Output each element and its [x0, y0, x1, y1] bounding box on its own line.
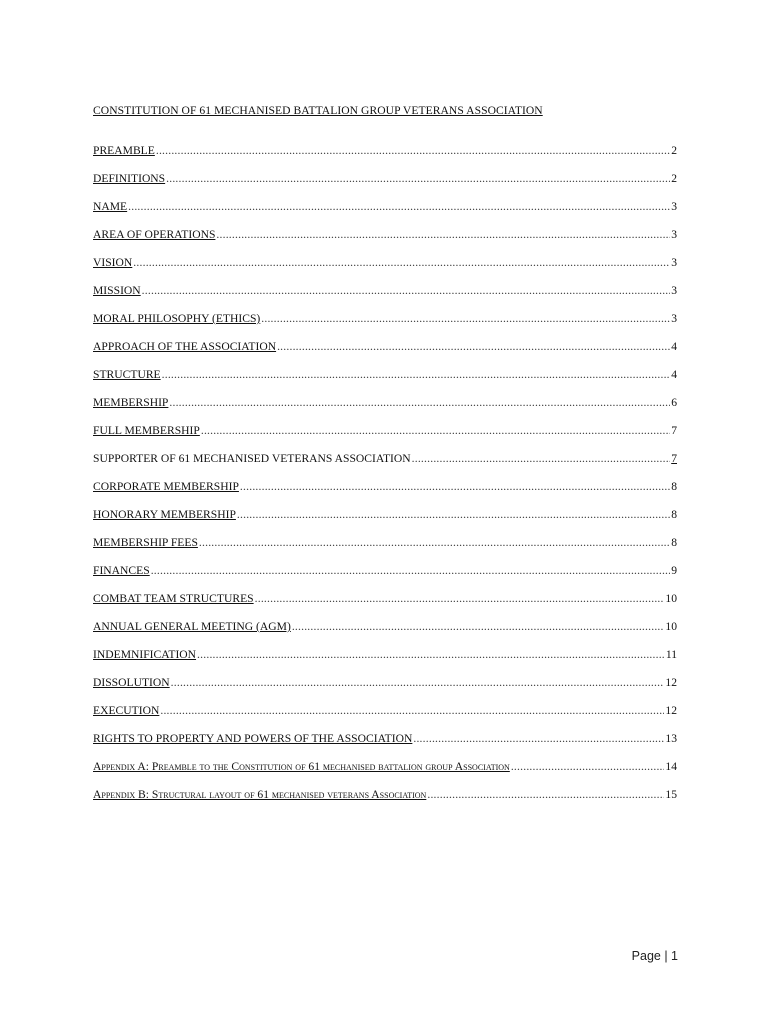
toc-entry-label[interactable]: MISSION	[93, 284, 141, 297]
toc-page-number: 3	[671, 284, 677, 297]
toc-entry-label[interactable]: Appendix B: Structural layout of 61 mechanised veterans Association	[93, 788, 427, 801]
toc-page-number: 11	[665, 648, 677, 661]
toc-entry-label[interactable]: Appendix A: Preamble to the Constitution of 61 mechanised battalion group Association	[93, 760, 510, 773]
dot-leader	[255, 592, 665, 605]
toc-entry-label[interactable]: INDEMNIFICATION	[93, 648, 197, 661]
toc-entry-name[interactable]	[93, 200, 677, 228]
toc-page-number: 15	[665, 788, 677, 801]
dot-leader	[197, 648, 665, 661]
toc-entry-label[interactable]: CORPORATE MEMBERSHIP	[93, 480, 239, 493]
toc-entry-combat-team-structures[interactable]	[93, 592, 677, 620]
toc-page-number: 10	[665, 592, 677, 605]
toc-page-number: 6	[671, 396, 677, 409]
dot-leader	[151, 564, 671, 577]
toc-entry-label[interactable]: ANNUAL GENERAL MEETING (AGM)	[93, 620, 291, 633]
dot-leader	[261, 312, 670, 325]
toc-entry-label[interactable]: VISION	[93, 256, 133, 269]
dot-leader	[292, 620, 665, 633]
toc-entry-label[interactable]: HONORARY MEMBERSHIP	[93, 508, 236, 521]
toc-page-number: 8	[671, 480, 677, 493]
dot-leader	[216, 228, 670, 241]
dot-leader	[171, 676, 665, 689]
dot-leader	[142, 284, 671, 297]
toc-entry-dissolution[interactable]	[93, 676, 677, 704]
page-number-footer: Page | 1	[631, 949, 678, 963]
toc-page-number: 13	[665, 732, 677, 745]
toc-entry-label[interactable]: DISSOLUTION	[93, 676, 170, 689]
toc-entry-moral-philosophy[interactable]	[93, 312, 677, 340]
toc-entry-honorary-membership[interactable]	[93, 508, 677, 536]
dot-leader	[162, 368, 671, 381]
dot-leader	[511, 760, 665, 773]
dot-leader	[240, 480, 670, 493]
dot-leader	[412, 452, 671, 465]
toc-entry-label[interactable]: FINANCES	[93, 564, 150, 577]
toc-page-number: 3	[671, 256, 677, 269]
toc-page-number: 7	[671, 452, 677, 465]
toc-entry-label[interactable]: FULL MEMBERSHIP	[93, 424, 200, 437]
dot-leader	[166, 172, 670, 185]
toc-entry-area-of-operations[interactable]	[93, 228, 677, 256]
toc-page-number: 12	[665, 676, 677, 689]
dot-leader	[160, 704, 664, 717]
dot-leader	[201, 424, 670, 437]
toc-page-number: 8	[671, 508, 677, 521]
dot-leader	[169, 396, 670, 409]
toc-page-number: 2	[671, 172, 677, 185]
document-title: CONSTITUTION OF 61 MECHANISED BATTALION GROUP VETERANS ASSOCIATION	[93, 104, 543, 117]
toc-entry-vision[interactable]	[93, 256, 677, 284]
toc-page-number: 4	[671, 368, 677, 381]
toc-page-number: 8	[671, 536, 677, 549]
toc-entry-label[interactable]: MEMBERSHIP	[93, 396, 169, 409]
toc-entry-corporate-membership[interactable]	[93, 480, 677, 508]
dot-leader	[427, 788, 664, 801]
toc-page-number: 2	[671, 144, 677, 157]
dot-leader	[413, 732, 664, 745]
toc-entry-label[interactable]: EXECUTION	[93, 704, 160, 717]
dot-leader	[133, 256, 670, 269]
toc-entry-label[interactable]: APPROACH OF THE ASSOCIATION	[93, 340, 277, 353]
toc-entry-membership-fees[interactable]	[93, 536, 677, 564]
toc-page-number: 10	[665, 620, 677, 633]
toc-entry-label[interactable]: STRUCTURE	[93, 368, 161, 381]
toc-page-number: 7	[671, 424, 677, 437]
toc-page-number: 4	[671, 340, 677, 353]
toc-entry-agm[interactable]	[93, 620, 677, 648]
toc-page-number: 9	[671, 564, 677, 577]
toc-entry-label[interactable]: AREA OF OPERATIONS	[93, 228, 216, 241]
toc-entry-finances[interactable]	[93, 564, 677, 592]
toc-page-number: 14	[665, 760, 677, 773]
toc-entry-preamble[interactable]	[93, 144, 677, 172]
toc-entry-rights-to-property[interactable]	[93, 732, 677, 760]
dot-leader	[156, 144, 670, 157]
toc-entry-label[interactable]: COMBAT TEAM STRUCTURES	[93, 592, 254, 605]
dot-leader	[237, 508, 670, 521]
toc-entry-membership[interactable]	[93, 396, 677, 424]
dot-leader	[277, 340, 670, 353]
toc-page-number: 3	[671, 228, 677, 241]
toc-entry-appendix-b[interactable]	[93, 788, 677, 816]
toc-page-number: 3	[671, 200, 677, 213]
toc-entry-label[interactable]: PREAMBLE	[93, 144, 155, 157]
toc-entry-label[interactable]: MEMBERSHIP FEES	[93, 536, 198, 549]
toc-entry-full-membership[interactable]	[93, 424, 677, 452]
table-of-contents	[93, 144, 677, 816]
toc-entry-label[interactable]: RIGHTS TO PROPERTY AND POWERS OF THE ASSOCIATION	[93, 732, 413, 745]
toc-entry-mission[interactable]	[93, 284, 677, 312]
toc-page-number: 12	[665, 704, 677, 717]
dot-leader	[199, 536, 670, 549]
dot-leader	[128, 200, 670, 213]
toc-entry-appendix-a[interactable]	[93, 760, 677, 788]
toc-entry-approach[interactable]	[93, 340, 677, 368]
toc-entry-execution[interactable]	[93, 704, 677, 732]
toc-entry-label[interactable]: NAME	[93, 200, 128, 213]
toc-entry-label[interactable]: MORAL PHILOSOPHY (ETHICS)	[93, 312, 261, 325]
toc-entry-label[interactable]: SUPPORTER OF 61 MECHANISED VETERANS ASSOCIATION	[93, 452, 411, 465]
toc-entry-supporter[interactable]	[93, 452, 677, 480]
toc-entry-indemnification[interactable]	[93, 648, 677, 676]
toc-entry-structure[interactable]	[93, 368, 677, 396]
toc-page-number: 3	[671, 312, 677, 325]
toc-entry-label[interactable]: DEFINITIONS	[93, 172, 166, 185]
toc-entry-definitions[interactable]	[93, 172, 677, 200]
